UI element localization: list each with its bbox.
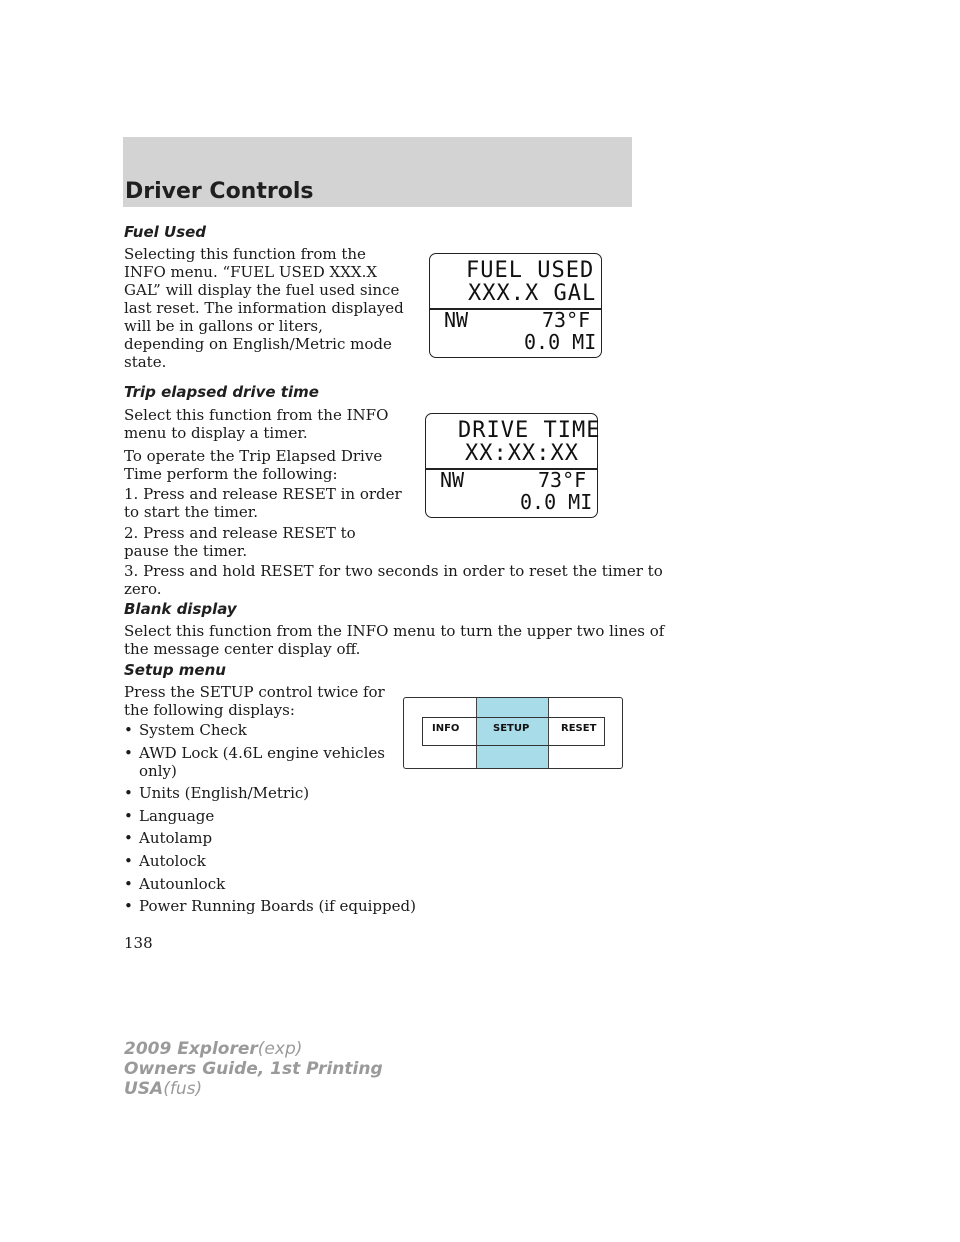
setup-menu-list	[124, 721, 416, 920]
text-line: depending on English/Metric mode	[124, 335, 392, 353]
bullet-icon: •	[124, 721, 133, 739]
trip-time-intro	[124, 406, 388, 442]
text-line: the following displays:	[124, 701, 295, 719]
blank-display-description	[124, 622, 664, 658]
text-line: state.	[124, 353, 167, 371]
setup-control-label: SETUP	[493, 723, 530, 734]
text-line: INFO menu. “FUEL USED XXX.X	[124, 263, 378, 281]
footer-model-code: (exp)	[257, 1039, 303, 1059]
list-item	[124, 852, 416, 870]
list-item	[124, 829, 416, 847]
trip-time-step-1	[124, 485, 402, 521]
list-item	[124, 875, 416, 893]
display-line-1: DRIVE TIME	[458, 418, 601, 443]
text-line: the message center display off.	[124, 640, 361, 658]
footer-model: 2009 Explorer	[124, 1039, 258, 1059]
list-item-label: AWD Lock (4.6L engine vehicles	[139, 743, 385, 762]
display-line-2: XXX.X GAL	[468, 281, 597, 306]
bullet-icon: •	[124, 874, 133, 893]
bullet-icon: •	[124, 806, 133, 825]
list-item-label: Language	[139, 806, 215, 825]
display-temperature: 73°F	[538, 468, 587, 492]
heading-fuel-used: Fuel Used	[124, 223, 207, 241]
list-item	[124, 897, 416, 915]
text-line: Select this function from the INFO	[124, 406, 389, 424]
text-line: To operate the Trip Elapsed Drive	[124, 447, 383, 465]
list-item-label: System Check	[139, 721, 247, 739]
trip-time-step-3	[124, 562, 663, 598]
display-line-1: FUEL USED	[466, 258, 595, 283]
list-item	[124, 721, 416, 739]
info-control-label: INFO	[432, 723, 460, 734]
text-line: 1. Press and release RESET in order	[124, 485, 402, 503]
text-line: to start the timer.	[124, 503, 259, 521]
reset-control-label: RESET	[561, 723, 597, 734]
text-line: Time perform the following:	[124, 465, 338, 483]
text-line: Selecting this function from the	[124, 245, 366, 263]
fuel-used-display	[429, 253, 602, 358]
bullet-icon: •	[124, 743, 133, 762]
list-item-label: Units (English/Metric)	[139, 784, 310, 803]
list-item-continuation: only)	[139, 761, 177, 780]
trip-time-step-2	[124, 524, 356, 560]
display-distance: 0.0 MI	[520, 490, 593, 514]
display-compass: NW	[444, 308, 469, 332]
text-line: 3. Press and hold RESET for two seconds in order to reset the timer to	[124, 562, 663, 580]
list-item-label: Power Running Boards (if equipped)	[139, 897, 416, 916]
text-line: 2. Press and release RESET to	[124, 524, 356, 542]
display-compass: NW	[440, 468, 465, 492]
text-line: pause the timer.	[124, 542, 248, 560]
page-number: 138	[124, 934, 153, 952]
bullet-icon: •	[124, 897, 133, 916]
heading-setup-menu: Setup menu	[124, 661, 226, 679]
list-item-label: Autolamp	[139, 829, 213, 848]
heading-blank-display: Blank display	[124, 600, 237, 618]
bullet-icon: •	[124, 784, 133, 803]
text-line: menu to display a timer.	[124, 424, 308, 442]
list-item-label: Autolock	[139, 851, 206, 870]
footer	[124, 1039, 383, 1099]
bullet-icon: •	[124, 829, 133, 848]
control-panel-diagram	[403, 697, 623, 769]
display-line-2: XX:XX:XX	[465, 441, 579, 466]
text-line: last reset. The information displayed	[124, 299, 404, 317]
display-temperature: 73°F	[542, 308, 591, 332]
text-line: will be in gallons or liters,	[124, 317, 323, 335]
text-line: GAL” will display the fuel used since	[124, 281, 400, 299]
footer-region: USA	[124, 1079, 164, 1099]
list-item	[124, 744, 416, 780]
text-line: Select this function from the INFO menu to turn the upper two lines of	[124, 622, 665, 640]
fuel-used-description	[124, 245, 404, 371]
footer-region-code: (fus)	[163, 1079, 203, 1099]
list-item-label: Autounlock	[139, 874, 226, 893]
list-item	[124, 807, 416, 825]
drive-time-display	[425, 413, 601, 518]
setup-menu-intro	[124, 683, 385, 719]
heading-trip-elapsed: Trip elapsed drive time	[124, 383, 319, 401]
text-line: Press the SETUP control twice for	[124, 683, 385, 701]
bullet-icon: •	[124, 851, 133, 870]
display-distance: 0.0 MI	[524, 330, 597, 354]
page-title: Driver Controls	[125, 179, 314, 204]
trip-time-operate	[124, 447, 382, 483]
footer-guide: Owners Guide, 1st Printing	[124, 1059, 383, 1079]
text-line: zero.	[124, 580, 162, 598]
list-item	[124, 784, 416, 802]
